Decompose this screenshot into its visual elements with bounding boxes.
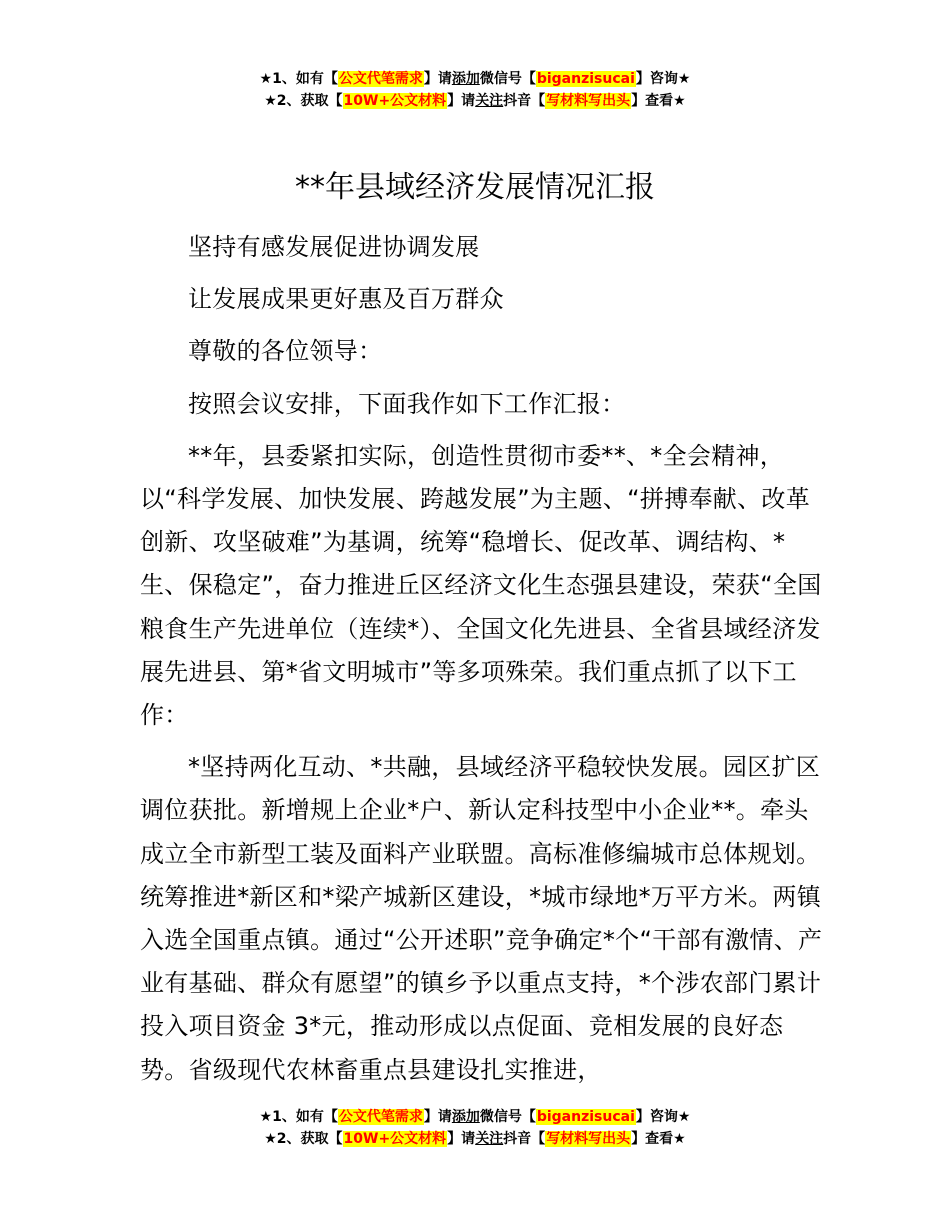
banner-line-2 (0, 1128, 950, 1150)
document-body (140, 226, 830, 1092)
banner-line-1 (0, 1106, 950, 1128)
document-title: **年县域经济发展情况汇报 (295, 170, 655, 205)
banner-text: 】查看★ (631, 1131, 686, 1147)
banner-line-1 (0, 68, 950, 90)
top-banner (0, 68, 950, 112)
banner-highlight-wechat-id: biganzisucai (536, 71, 635, 87)
banner-text: 】查看★ (631, 93, 686, 109)
banner-highlight-douyin: 写材料写出头 (546, 93, 631, 109)
banner-highlight: 10W+公文材料 (343, 93, 447, 109)
banner-text: 微信号【 (479, 1109, 536, 1125)
bottom-banner (0, 1106, 950, 1150)
banner-underlined: 关注 (475, 1131, 504, 1147)
banner-text: 】请 (423, 1109, 452, 1125)
intro-paragraph: 按照会议安排，下面我作如下工作汇报： (188, 389, 626, 418)
banner-text: ★2、获取【 (264, 1131, 343, 1147)
banner-text: ★2、获取【 (264, 93, 343, 109)
salutation: 尊敬的各位领导： (188, 337, 383, 366)
paragraph-1: **年，县委紧扣实际，创造性贯彻市委**、*全会精神，以“科学发展、加快发展、跨越发展”为主题、“拼搏奉献、改革创新、攻坚破难”为基调，统筹“稳增长、促改革、调结构、*生、保稳定”，奋力推进丘区经济文化生态强县建设，荣获“全国粮食生产先进单位（连续*）、全国文化先进县、全省县域经济发展先进县、第*省文明城市”等多项殊荣。我们重点抓了以下工作： (140, 441, 822, 730)
banner-text: 】请 (447, 93, 476, 109)
banner-highlight: 公文代笔需求 (338, 1109, 423, 1125)
banner-text: 微信号【 (479, 71, 536, 87)
banner-underlined: 添加 (451, 1109, 480, 1125)
banner-text: ★1、如有【 (259, 71, 338, 87)
banner-highlight: 10W+公文材料 (343, 1131, 447, 1147)
banner-highlight-wechat-id: biganzisucai (536, 1109, 635, 1125)
banner-text: 】请 (447, 1131, 476, 1147)
paragraph-2: *坚持两化互动、*共融，县域经济平稳较快发展。园区扩区调位获批。新增规上企业*户、新认定科技型中小企业**。牵头成立全市新型工装及面料产业联盟。高标准修编城市总体规划。统筹推进*新区和*梁产城新区建设，*城市绿地*万平方米。两镇入选全国重点镇。通过“公开述职”竞争确定*个“干部有激情、产业有基础、群众有愿望”的镇乡予以重点支持，*个涉农部门累计投入项目资金 3*元，推动形成以点促面、竞相发展的良好态势。省级现代农林畜重点县建设扎实推进， (140, 753, 823, 1084)
banner-highlight: 公文代笔需求 (338, 71, 423, 87)
banner-line-2 (0, 90, 950, 112)
banner-text: 】咨询★ (635, 71, 691, 87)
subtitle-2: 让发展成果更好惠及百万群众 (188, 285, 504, 314)
banner-text: 】请 (423, 71, 452, 87)
subtitle-1: 坚持有感发展促进协调发展 (188, 233, 480, 261)
banner-highlight-douyin: 写材料写出头 (546, 1131, 631, 1147)
banner-text: ★1、如有【 (259, 1109, 338, 1125)
banner-underlined: 关注 (475, 93, 504, 109)
banner-underlined: 添加 (451, 71, 480, 87)
banner-text: 抖音【 (503, 93, 546, 109)
banner-text: 抖音【 (503, 1131, 546, 1147)
banner-text: 】咨询★ (635, 1109, 691, 1125)
